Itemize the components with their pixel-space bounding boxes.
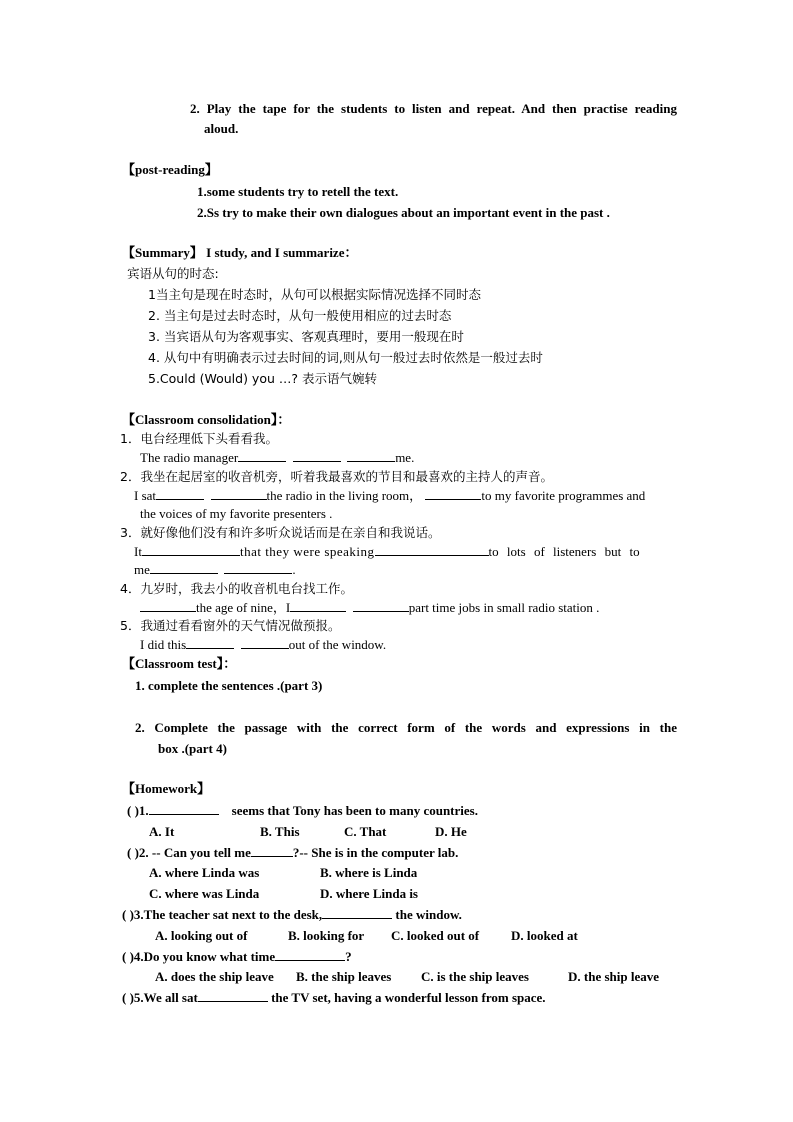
summary-item-4: 4. 从句中有明确表示过去时间的词,则从句一般过去时依然是一般过去时 (148, 350, 543, 365)
blank[interactable] (238, 449, 286, 462)
q1-english: The radio manager me. (140, 450, 415, 465)
test-item-2-line-2: box .(part 4) (158, 741, 227, 756)
hw-q3-stem: ( )3.The teacher sat next to the desk, the window. (122, 907, 462, 922)
summary-item-3: 3. 当宾语从句为客观事实、客观真理时，要用一般现在时 (148, 329, 464, 344)
test-item-1: 1. complete the sentences .(part 3) (135, 678, 323, 693)
blank[interactable] (186, 636, 234, 649)
post-reading-item-2: 2.Ss try to make their own dialogues about an important event in the past . (197, 205, 610, 220)
blank[interactable] (149, 802, 219, 815)
hw-q3-option-a[interactable]: A. looking out of (155, 928, 248, 943)
q3-english-2: me . (134, 562, 296, 577)
hw-q1-option-d[interactable]: D. He (435, 824, 467, 839)
blank[interactable] (322, 906, 392, 919)
homework-heading: 【Homework】 (122, 781, 211, 796)
summary-item-1: 1当主句是现在时态时，从句可以根据实际情况选择不同时态 (148, 287, 481, 302)
blank[interactable] (241, 636, 289, 649)
q4-english: the age of nine，I part time jobs in small radio station . (140, 599, 599, 617)
hw-q4-option-a[interactable]: A. does the ship leave (155, 969, 274, 984)
post-reading-item-1: 1.some students try to retell the text. (197, 184, 399, 199)
hw-q2-option-b[interactable]: B. where is Linda (320, 865, 418, 880)
hw-q3-option-c[interactable]: C. looked out of (391, 928, 480, 943)
q2-chinese: 2．我坐在起居室的收音机旁，听着我最喜欢的节目和最喜欢的主持人的声音。 (120, 469, 553, 484)
summary-item-2: 2. 当主句是过去时态时，从句一般使用相应的过去时态 (148, 308, 452, 323)
practise-reading-line: 2. Play the tape for the students to listen and repeat. And then practise reading (190, 101, 677, 116)
summary-item-5: 5.Could (Would) you …? 表示语气婉转 (148, 371, 377, 386)
blank[interactable] (425, 487, 481, 500)
blank[interactable] (198, 989, 268, 1002)
blank[interactable] (251, 844, 293, 857)
blank[interactable] (275, 948, 345, 961)
hw-q4-option-d[interactable]: D. the ship leave (568, 969, 659, 984)
post-reading-heading: 【post-reading】 (122, 162, 218, 177)
blank[interactable] (290, 599, 346, 612)
hw-q2-option-c[interactable]: C. where was Linda (149, 886, 260, 901)
hw-q3-option-d[interactable]: D. looked at (511, 928, 578, 943)
q2-english-2: the voices of my favorite presenters . (140, 506, 333, 521)
summary-heading: 【Summary】 I study, and I summarize： (122, 245, 358, 260)
summary-intro: 宾语从句的时态: (127, 266, 219, 281)
q3-english: It that they were speaking to lots of listeners but to (134, 544, 640, 559)
hw-q2-option-a[interactable]: A. where Linda was (149, 865, 260, 880)
hw-q2-option-d[interactable]: D. where Linda is (320, 886, 418, 901)
blank[interactable] (347, 449, 395, 462)
hw-q1-option-a[interactable]: A. It (149, 824, 175, 839)
blank[interactable] (142, 543, 240, 556)
q3-chinese: 3．就好像他们没有和许多听众说话而是在亲自和我说话。 (120, 525, 441, 540)
q2-english: I sat the radio in the living room， to my favorite programmes and (134, 488, 646, 503)
test-heading: 【Classroom test】： (122, 656, 237, 671)
q5-english: I did this out of the window. (140, 637, 387, 652)
hw-q4-option-b[interactable]: B. the ship leaves (296, 969, 392, 984)
practise-reading-line-2: aloud. (204, 121, 239, 136)
hw-q3-option-b[interactable]: B. looking for (288, 928, 365, 943)
hw-q1-option-c[interactable]: C. That (344, 824, 387, 839)
hw-q1-option-b[interactable]: B. This (260, 824, 300, 839)
q4-chinese: 4．九岁时，我去小的收音机电台找工作。 (120, 581, 353, 596)
blank[interactable] (353, 599, 409, 612)
consolidation-heading: 【Classroom consolidation】： (122, 412, 291, 427)
hw-q4-stem: ( )4.Do you know what time ? (122, 949, 352, 964)
test-item-2: 2. Complete the passage with the correct form of the words and expressions in the (135, 720, 677, 735)
hw-q1-stem: ( )1. seems that Tony has been to many countries. (127, 803, 478, 818)
hw-q5-stem: ( )5.We all sat the TV set, having a wonderful lesson from space. (122, 990, 546, 1005)
blank[interactable] (293, 449, 341, 462)
hw-q2-stem: ( )2. -- Can you tell me ?-- She is in the computer lab. (127, 845, 459, 860)
hw-q4-option-c[interactable]: C. is the ship leaves (421, 969, 529, 984)
blank[interactable] (211, 487, 267, 500)
blank[interactable] (140, 599, 196, 612)
blank[interactable] (150, 561, 218, 574)
q5-chinese: 5．我通过看看窗外的天气情况做预报。 (120, 618, 341, 633)
blank[interactable] (224, 561, 292, 574)
blank[interactable] (375, 543, 489, 556)
q1-chinese: 1．电台经理低下头看看我。 (120, 431, 278, 446)
blank[interactable] (156, 487, 204, 500)
